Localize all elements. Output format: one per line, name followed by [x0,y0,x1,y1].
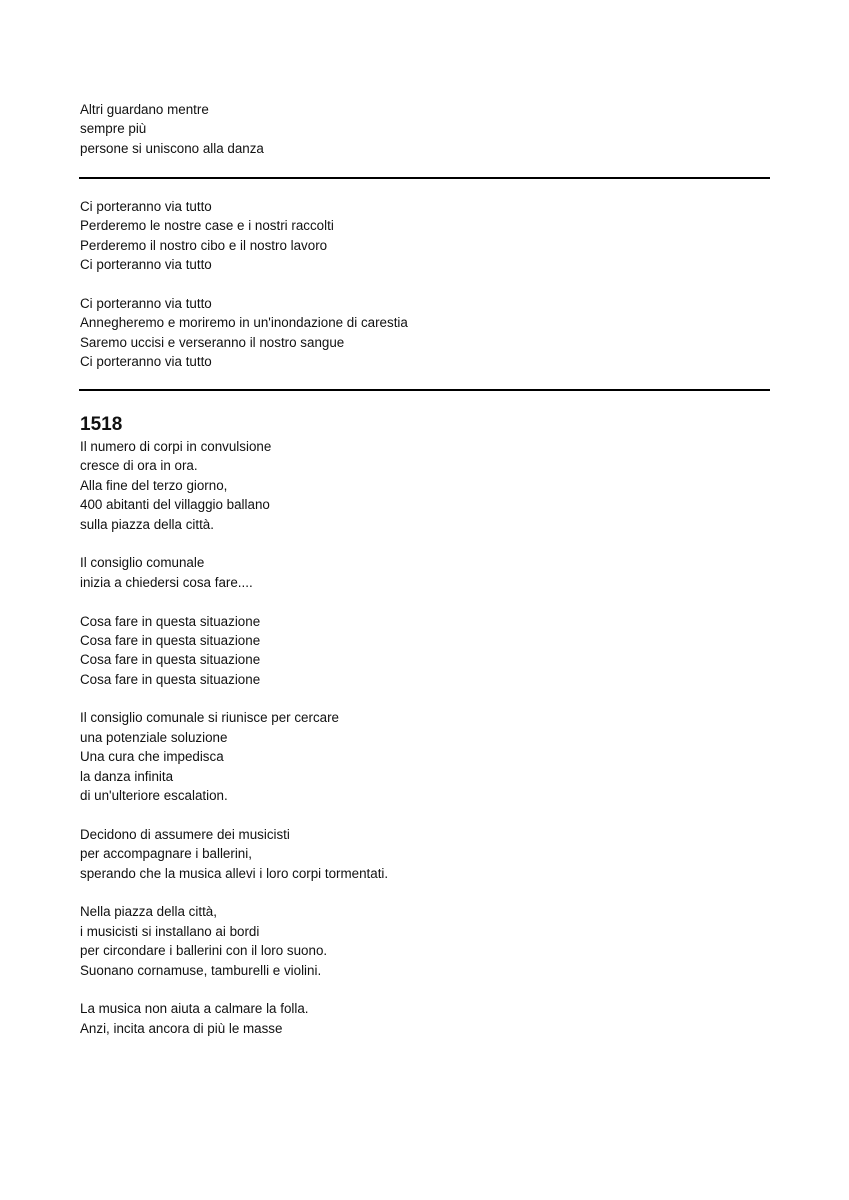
text-line: sempre più [80,121,147,137]
text-line: Il numero di corpi in convulsione [80,439,272,454]
paragraph-6 [80,902,770,980]
text-line: inizia a chiedersi cosa fare.... [80,574,253,590]
text-line: sperando che la musica allevi i loro corpi tormentati. [80,865,389,881]
paragraph-4 [80,708,770,805]
paragraph-gap [80,534,770,553]
paragraph-2 [80,553,770,592]
text-line: Saremo uccisi e verseranno il nostro sangue [80,334,345,350]
paragraph-gap [80,689,770,708]
text-line: Annegheremo e moriremo in un'inondazione di carestia [80,315,408,331]
text-line: la danza infinita [80,768,174,784]
text-line: una potenziale soluzione [80,729,228,745]
text-line: Una cura che impedisca [80,749,224,765]
section-heading: 1518 [80,414,123,435]
paragraph-gap [80,592,770,611]
text-line: Ci porteranno via tutto [80,199,212,214]
text-line: Cosa fare in questa situazione [80,671,261,687]
text-line: Ci porteranno via tutto [80,257,212,273]
text-line: Il consiglio comunale [80,555,205,571]
text-line: per circondare i ballerini con il loro suono. [80,943,328,959]
section-1518 [80,413,770,1038]
text-line: Cosa fare in questa situazione [80,613,261,629]
text-line: Nella piazza della città, [80,904,217,920]
text-line: Alla fine del terzo giorno, [80,477,228,493]
text-line: sulla piazza della città. [80,516,214,532]
intro-paragraph [80,100,770,158]
text-line: i musicisti si installano ai bordi [80,923,260,939]
text-line: La musica non aiuta a calmare la folla. [80,1001,309,1017]
paragraph-gap [80,805,770,824]
stanza-gap [80,275,770,294]
chorus-stanza-1 [80,197,770,275]
text-line: Ci porteranno via tutto [80,295,212,311]
text-line: Il consiglio comunale si riunisce per cercare [80,710,339,726]
text-line: Ci porteranno via tutto [80,354,212,370]
text-line: Cosa fare in questa situazione [80,652,261,668]
text-line: Altri guardano mentre [80,102,209,117]
paragraph-7 [80,999,770,1038]
horizontal-rule [79,177,770,179]
paragraph-gap [80,883,770,902]
chorus [80,197,770,372]
text-line: Decidono di assumere dei musicisti [80,826,290,842]
horizontal-rule [79,389,770,391]
text-line: Suonano cornamuse, tamburelli e violini. [80,962,322,978]
chorus-stanza-2 [80,294,770,372]
text-line: Perderemo il nostro cibo e il nostro lavoro [80,237,328,253]
paragraph-1 [80,437,770,534]
text-line: Anzi, incita ancora di più le masse [80,1020,283,1036]
text-line: per accompagnare i ballerini, [80,846,252,862]
text-line: persone si uniscono alla danza [80,140,264,156]
paragraph-gap [80,980,770,999]
text-line: 400 abitanti del villaggio ballano [80,497,270,513]
text-line: Cosa fare in questa situazione [80,632,261,648]
paragraph-3 [80,612,770,690]
paragraph-5 [80,825,770,883]
text-line: cresce di ora in ora. [80,458,198,474]
text-line: di un'ulteriore escalation. [80,788,228,804]
text-line: Perderemo le nostre case e i nostri raccolti [80,218,334,234]
